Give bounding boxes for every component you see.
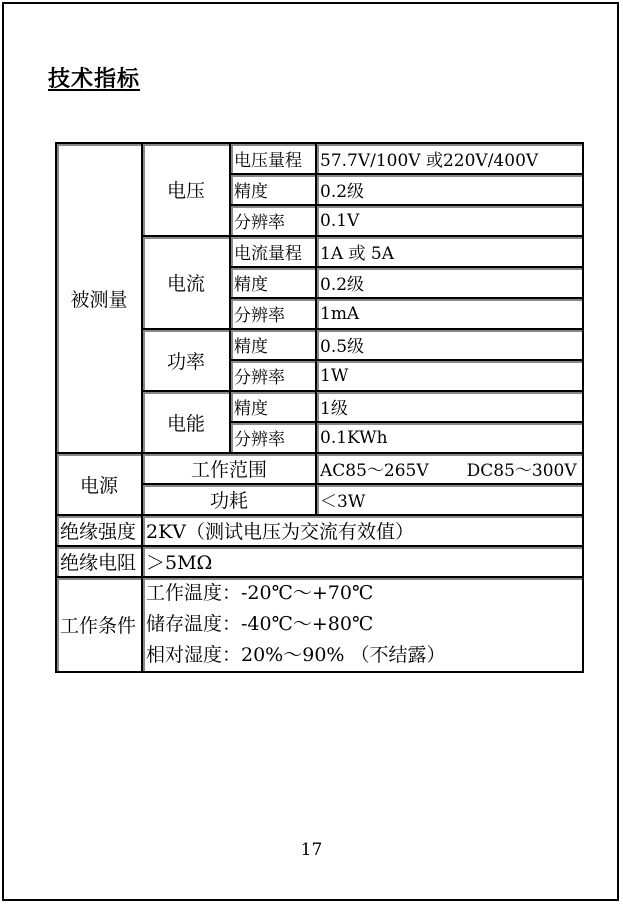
- spec-table: [55, 142, 584, 673]
- measured-label: 被测量: [56, 143, 142, 453]
- voltage-accuracy-label: 精度: [230, 174, 316, 205]
- table-row: [56, 546, 583, 577]
- power-accuracy-value: 0.5级: [316, 329, 583, 360]
- table-row: [56, 515, 583, 546]
- current-range-label: 电流量程: [230, 236, 316, 267]
- conditions-line: 储存温度：-40℃～+80℃: [146, 613, 374, 635]
- energy-accuracy-label: 精度: [230, 391, 316, 422]
- supply-consumption-value: ＜3W: [316, 484, 583, 515]
- power-resolution-label: 分辨率: [230, 360, 316, 391]
- supply-range-value: [316, 453, 583, 484]
- energy-resolution-label: 分辨率: [230, 422, 316, 453]
- current-resolution-label: 分辨率: [230, 298, 316, 329]
- voltage-resolution-label: 分辨率: [230, 205, 316, 236]
- conditions-line: 相对湿度：20%～90% （不结露）: [146, 644, 446, 666]
- current-range-value: 1A 或 5A: [316, 236, 583, 267]
- power-accuracy-label: 精度: [230, 329, 316, 360]
- insulation-resistance-label: 绝缘电阻: [56, 546, 142, 577]
- voltage-resolution-value: 0.1V: [316, 205, 583, 236]
- section-title: 技术指标: [48, 67, 141, 92]
- conditions-label: 工作条件: [56, 577, 142, 672]
- table-row: [56, 453, 583, 484]
- supply-label: 电源: [56, 453, 142, 515]
- current-resolution-value: 1mA: [316, 298, 583, 329]
- supply-range-label: 工作范围: [142, 453, 316, 484]
- energy-resolution-value: 0.1KWh: [316, 422, 583, 453]
- insulation-resistance-value: ＞5MΩ: [142, 546, 583, 577]
- supply-range-ac: AC85～265V: [320, 461, 429, 481]
- power-resolution-value: 1W: [316, 360, 583, 391]
- page-number: 17: [300, 840, 323, 860]
- voltage-accuracy-value: 0.2级: [316, 174, 583, 205]
- voltage-range-value: 57.7V/100V 或220V/400V: [316, 143, 583, 174]
- voltage-label: 电压: [142, 143, 230, 236]
- table-row: [56, 577, 583, 672]
- insulation-strength-label: 绝缘强度: [56, 515, 142, 546]
- power-label: 功率: [142, 329, 230, 391]
- current-accuracy-label: 精度: [230, 267, 316, 298]
- conditions-line: 工作温度：-20℃～+70℃: [146, 582, 374, 604]
- table-row: [56, 143, 583, 174]
- current-accuracy-value: 0.2级: [316, 267, 583, 298]
- insulation-strength-value: 2KV（测试电压为交流有效值）: [142, 515, 583, 546]
- current-label: 电流: [142, 236, 230, 329]
- voltage-range-label: 电压量程: [230, 143, 316, 174]
- energy-accuracy-value: 1级: [316, 391, 583, 422]
- energy-label: 电能: [142, 391, 230, 453]
- supply-consumption-label: 功耗: [142, 484, 316, 515]
- conditions-values: [142, 577, 583, 672]
- supply-range-dc: DC85～300V: [466, 461, 577, 481]
